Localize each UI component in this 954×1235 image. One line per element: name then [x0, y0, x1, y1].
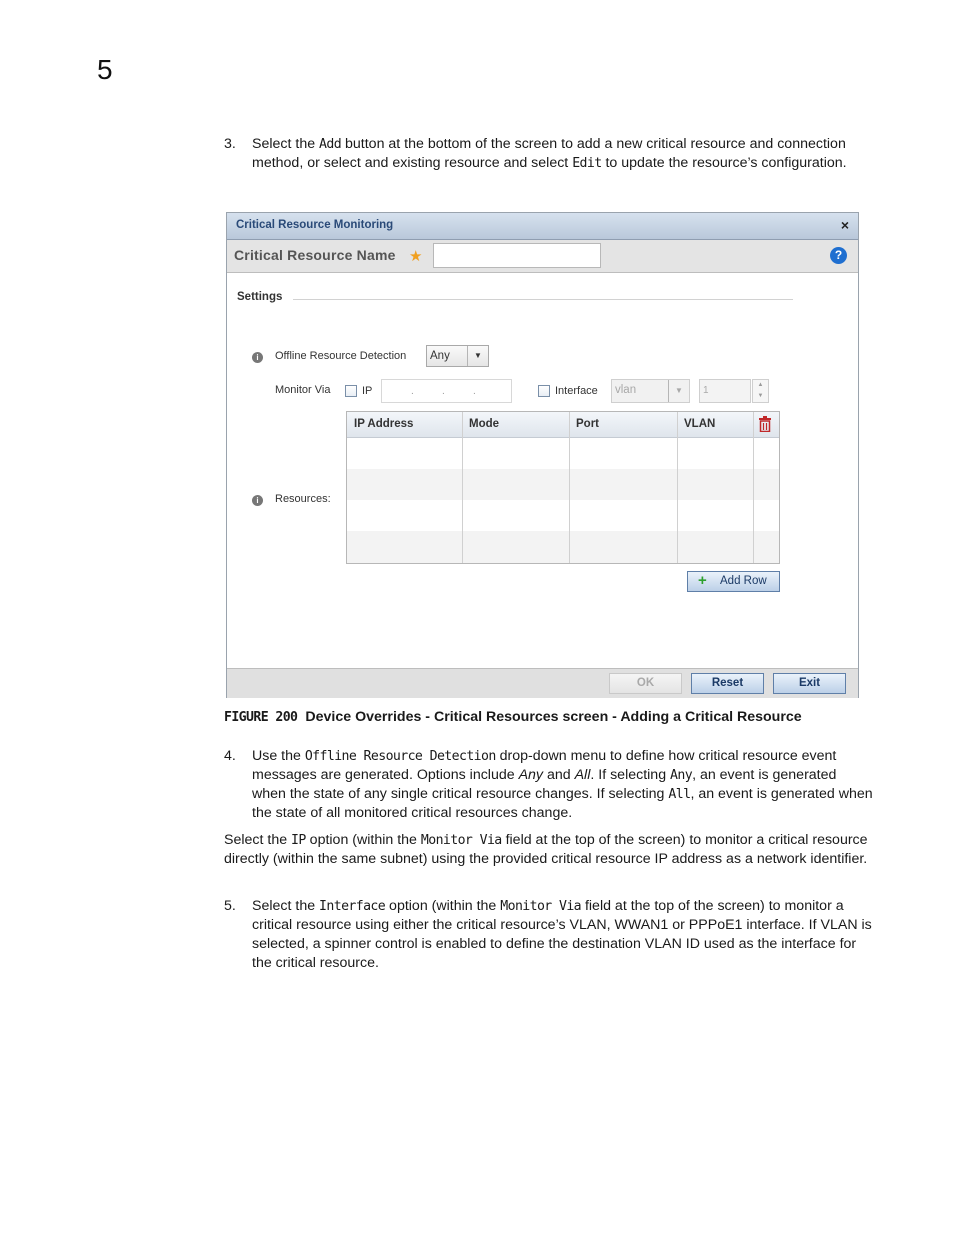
add-row-label: Add Row: [720, 575, 767, 587]
vlan-spinner[interactable]: [699, 379, 770, 403]
column-header-port[interactable]: Port: [576, 418, 599, 430]
offline-detection-value: Any: [430, 350, 450, 362]
interface-checkbox[interactable]: [538, 385, 550, 397]
ip-separator: .: [473, 386, 476, 397]
help-icon[interactable]: ?: [830, 247, 847, 264]
monitor-via-label: Monitor Via: [275, 384, 331, 396]
offline-detection-label: Offline Resource Detection: [275, 350, 407, 362]
ui-term-any: Any: [670, 768, 693, 783]
step-number: 4.: [224, 748, 236, 764]
spinner-buttons[interactable]: [752, 379, 769, 403]
ui-term-interface: Interface: [319, 899, 386, 914]
ip-address-input[interactable]: [381, 379, 512, 403]
table-row[interactable]: [347, 469, 779, 500]
info-icon: i: [252, 352, 263, 363]
ip-checkbox[interactable]: [345, 385, 357, 397]
column-header-mode[interactable]: Mode: [469, 418, 500, 430]
resources-label: Resources:: [275, 493, 331, 505]
ui-term-offline-detection: Offline Resource Detection: [304, 749, 496, 764]
settings-heading: Settings: [237, 291, 283, 303]
required-star-icon: ★: [409, 248, 423, 265]
step-number: 5.: [224, 898, 236, 914]
interface-label: Interface: [555, 385, 598, 397]
dialog-title: Critical Resource Monitoring: [236, 219, 394, 231]
step-number: 3.: [224, 136, 236, 152]
vlan-spinner-value: 1: [703, 385, 709, 396]
column-divider: [753, 412, 754, 563]
figure-caption: [224, 709, 884, 725]
interface-value: vlan: [615, 384, 637, 396]
info-icon: i: [252, 495, 263, 506]
table-row[interactable]: [347, 500, 779, 531]
critical-resource-dialog: [226, 212, 859, 698]
resources-table: [346, 411, 780, 564]
step-text: Select the Add button at the bottom of the screen to add a new critical resource and connection method, or select and existing resource and select Edit to update the resource’s configuration.: [252, 136, 847, 171]
ip-separator: .: [442, 386, 445, 397]
ui-term-edit: Edit: [572, 156, 602, 171]
ip-option-paragraph: Select the IP option (within the Monitor Via field at the top of the screen) to monitor a critical resource directly (within the same subnet) using the provided critical resource IP address as a network identifier.: [224, 832, 868, 867]
ui-term-ip: IP: [291, 833, 306, 848]
trash-icon[interactable]: [758, 416, 772, 432]
name-bar: [227, 240, 858, 273]
column-header-ip-address[interactable]: IP Address: [354, 418, 414, 430]
figure-number: FIGURE 200: [224, 710, 298, 725]
column-divider: [462, 412, 463, 563]
dialog-titlebar: [227, 213, 858, 240]
close-icon[interactable]: ×: [840, 217, 849, 233]
chevron-down-icon: ▼: [668, 380, 689, 402]
vlan-spinner-field[interactable]: [699, 379, 751, 403]
step-5: [224, 897, 874, 973]
ui-term-add: Add: [319, 137, 342, 152]
spinner-down-icon[interactable]: ▼: [757, 393, 764, 399]
table-row[interactable]: [347, 438, 779, 469]
step-text: Use the Offline Resource Detection drop-down menu to define how critical resource event messages are generated. Options include Any and All. If selecting Any, an event is generated when the state of any single critical resource changes. If selecting All, an event is generated when the state of all monitored critical resources change.: [252, 748, 873, 821]
step-4: [224, 747, 874, 823]
ui-term-monitor-via: Monitor Via: [500, 899, 582, 914]
table-header: [347, 412, 779, 438]
dialog-footer: [227, 668, 858, 698]
ip-separator: .: [411, 386, 414, 397]
step-3: [224, 135, 874, 173]
plus-icon: +: [698, 572, 707, 589]
chevron-down-icon: ▼: [467, 346, 488, 366]
name-label: Critical Resource Name: [234, 247, 396, 263]
column-header-vlan[interactable]: VLAN: [684, 418, 716, 430]
reset-button[interactable]: Reset: [691, 673, 764, 694]
step-text: Select the Interface option (within the Monitor Via field at the top of the screen) to monitor a critical resource using either the critical resource’s VLAN, WWAN1 or PPPoE1 interface. If VLAN is selected, a spinner control is enabled to define the destination VLAN ID used as the interface for the critical resource.: [252, 898, 872, 971]
ui-term-monitor-via: Monitor Via: [420, 833, 502, 848]
ok-button[interactable]: OK: [609, 673, 682, 694]
column-divider: [569, 412, 570, 563]
settings-divider: [293, 299, 793, 300]
interface-select[interactable]: [611, 379, 690, 403]
add-row-button[interactable]: [687, 571, 780, 592]
table-row[interactable]: [347, 531, 779, 563]
chapter-number: 5: [97, 54, 113, 85]
offline-detection-select[interactable]: [426, 345, 489, 367]
figure-title: Device Overrides - Critical Resources screen - Adding a Critical Resource: [305, 709, 802, 725]
ip-label: IP: [362, 385, 373, 397]
ui-term-all: All: [668, 787, 691, 802]
column-divider: [677, 412, 678, 563]
exit-button[interactable]: Exit: [773, 673, 846, 694]
spinner-up-icon[interactable]: ▲: [757, 382, 764, 388]
critical-resource-name-input[interactable]: [433, 243, 601, 268]
